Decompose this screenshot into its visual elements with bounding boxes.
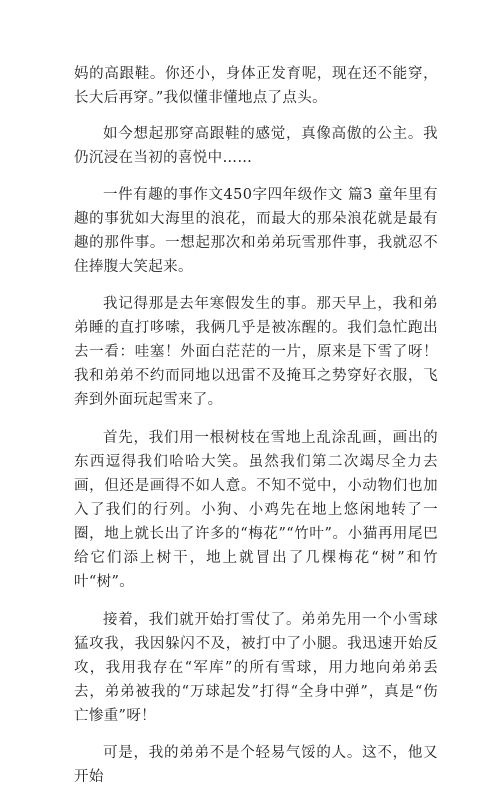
- paragraph-1: 妈的高跟鞋。你还小，身体正发育呢，现在还不能穿，长大后再穿。”我似懂非懂地点了点头。: [74, 66, 438, 106]
- paragraph-2: 如今想起那穿高跟鞋的感觉，真像高傲的公主。我仍沉浸在当初的喜悦中……: [74, 126, 438, 166]
- essay-body: [74, 62, 438, 789]
- paragraph-5: 首先，我们用一根树枝在雪地上乱涂乱画，画出的东西逗得我们哈哈大笑。虽然我们第二次竭尽全力去画，但还是画得不如人意。不知不觉中，小动物们也加入了我们的行列。小狗、小鸡先在地上悠闲地转了一圈，地上就长出了许多的“梅花”“竹叶”。小猫再用尾巴给它们添上树干，地上就冒出了几棵梅花“树”和竹叶“树”。: [74, 430, 438, 590]
- paragraph-4: 我记得那是去年寒假发生的事。那天早上，我和弟弟睡的直打哆嗦，我俩几乎是被冻醒的。我们急忙跑出去一看：哇塞！外面白茫茫的一片，原来是下雪了呀！我和弟弟不约而同地以迅雷不及掩耳之势穿好衣服，飞奔到外面玩起雪来了。: [74, 296, 438, 408]
- paragraph-3-essay-heading: 一件有趣的事作文450字四年级作文 篇3 童年里有趣的事犹如大海里的浪花，而最大的那朵浪花就是最有趣的那件事。一想起那次和弟弟玩雪那件事，我就忍不住捧腹大笑起来。: [74, 187, 438, 275]
- paragraph-7: 可是，我的弟弟不是个轻易气馁的人。这不，他又开始: [74, 745, 438, 785]
- paragraph-6: 接着，我们就开始打雪仗了。弟弟先用一个小雪球猛攻我，我因躲闪不及，被打中了小腿。我迅速开始反攻，我用我存在“军库”的所有雪球，用力地向弟弟丢去，弟弟被我的“万球起发”打得“全身中弹”，真是“伤亡惨重”呀！: [74, 612, 438, 724]
